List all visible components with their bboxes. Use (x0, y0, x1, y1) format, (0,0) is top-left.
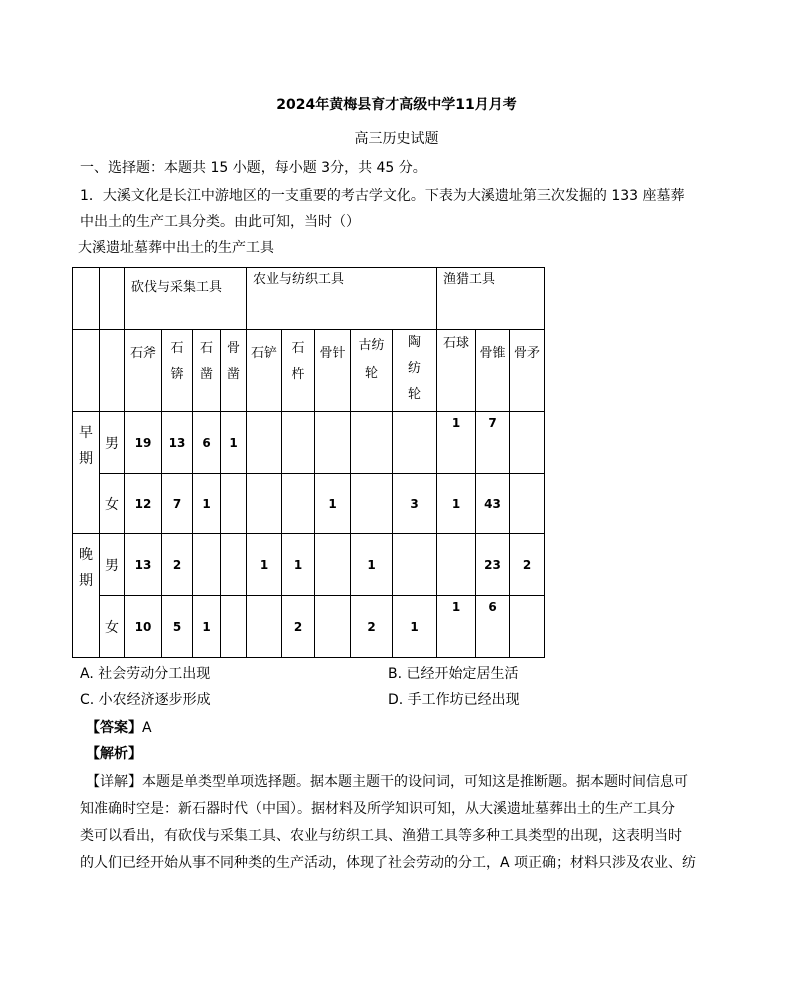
table-cell (221, 474, 247, 534)
table-cell (393, 412, 437, 474)
table-row (73, 596, 545, 658)
detail-line-2: 知准确时空是：新石器时代（中国）。据材料及所学知识可知，从大溪遗址墓葬出土的生产工具分 (80, 801, 675, 817)
table-cell: 12 (125, 474, 162, 534)
table-cell: 2 (162, 534, 193, 596)
sex-label: 女 (100, 596, 125, 658)
section-heading: 一、选择题：本题共 15 小题，每小题 3分，共 45 分。 (80, 160, 427, 176)
detail-line-3: 类可以看出，有砍伐与采集工具、农业与纺织工具、渔猎工具等多种工具类型的出现，这表明当时 (80, 828, 682, 844)
document-subtitle: 高三历史试题 (354, 131, 439, 147)
table-row (73, 412, 545, 474)
answer-line (86, 718, 152, 738)
table-cell: 2 (510, 534, 545, 596)
tool-header: 石凿 (193, 330, 221, 412)
table-caption: 大溪遗址墓葬中出土的生产工具 (78, 240, 274, 256)
table-cell: 6 (193, 412, 221, 474)
table-cell (315, 534, 351, 596)
tool-header: 石斧 (125, 330, 162, 412)
table-cell: 1 (437, 412, 476, 474)
table-cell (193, 534, 221, 596)
sex-label: 女 (100, 474, 125, 534)
table-cell: 1 (193, 596, 221, 658)
table-cell (247, 412, 282, 474)
group-header: 农业与纺织工具 (247, 268, 437, 330)
table-cell (282, 412, 315, 474)
table-row (73, 534, 545, 596)
table-cell: 1 (393, 596, 437, 658)
table-cell: 1 (282, 534, 315, 596)
table-cell (393, 534, 437, 596)
answer-label: 【答案】 (86, 720, 142, 736)
table-cell: 1 (437, 596, 476, 658)
option-d[interactable]: D. 手工作坊已经出现 (388, 692, 520, 708)
table-row (73, 474, 545, 534)
detail-line-1: 【详解】本题是单类型单项选择题。据本题主题干的设问词，可知这是推断题。据本题时间信息可 (86, 774, 688, 790)
tool-header: 骨矛 (510, 330, 545, 412)
question-1-line-2: 中出土的生产工具分类。由此可知，当时（） (80, 214, 360, 230)
option-c[interactable]: C. 小农经济逐步形成 (80, 692, 211, 708)
document-title: 2024年黄梅县育才高级中学11月月考 (276, 97, 517, 113)
table-cell (221, 534, 247, 596)
table-corner (100, 268, 125, 330)
tool-header: 古纺轮 (351, 330, 393, 412)
tool-header: 骨针 (315, 330, 351, 412)
table-cell: 43 (476, 474, 510, 534)
table-cell: 1 (193, 474, 221, 534)
detail-line-4: 的人们已经开始从事不同种类的生产活动，体现了社会劳动的分工，A 项正确；材料只涉及农业、纺 (80, 855, 697, 871)
table-cell (510, 474, 545, 534)
table-cell: 3 (393, 474, 437, 534)
sex-label: 男 (100, 534, 125, 596)
answer-value: A (142, 720, 152, 736)
table-cell (510, 412, 545, 474)
table-cell: 10 (125, 596, 162, 658)
group-header: 砍伐与采集工具 (125, 268, 247, 330)
tool-header: 石铲 (247, 330, 282, 412)
table-cell (247, 596, 282, 658)
tool-header: 石球 (437, 330, 476, 412)
table-cell: 19 (125, 412, 162, 474)
table-cell: 1 (437, 474, 476, 534)
tool-header: 骨凿 (221, 330, 247, 412)
option-a[interactable]: A. 社会劳动分工出现 (80, 666, 211, 682)
table-cell: 1 (221, 412, 247, 474)
tool-header: 陶纺轮 (393, 330, 437, 412)
table-cell: 2 (282, 596, 315, 658)
sex-label: 男 (100, 412, 125, 474)
option-b[interactable]: B. 已经开始定居生活 (388, 666, 519, 682)
table-cell: 1 (351, 534, 393, 596)
table-cell (221, 596, 247, 658)
table-cell: 7 (476, 412, 510, 474)
table-cell (315, 596, 351, 658)
table-cell (247, 474, 282, 534)
table-cell: 1 (315, 474, 351, 534)
tool-header: 骨锥 (476, 330, 510, 412)
table-corner (73, 330, 100, 412)
table-cell: 2 (351, 596, 393, 658)
period-label: 晚期 (73, 534, 100, 658)
table-corner (73, 268, 100, 330)
table-cell (437, 534, 476, 596)
table-corner (100, 330, 125, 412)
table-cell (510, 596, 545, 658)
table-cell (282, 474, 315, 534)
table-cell: 5 (162, 596, 193, 658)
table-cell: 23 (476, 534, 510, 596)
group-header: 渔猎工具 (437, 268, 545, 330)
question-1-line-1: 1．大溪文化是长江中游地区的一支重要的考古学文化。下表为大溪遗址第三次发掘的 133 座墓葬 (80, 188, 685, 204)
table-cell (351, 412, 393, 474)
table-cell: 13 (125, 534, 162, 596)
tool-header: 石锛 (162, 330, 193, 412)
table-cell: 1 (247, 534, 282, 596)
table-cell (315, 412, 351, 474)
tools-table (72, 267, 545, 658)
table-cell: 13 (162, 412, 193, 474)
tool-header: 石杵 (282, 330, 315, 412)
table-cell (351, 474, 393, 534)
analysis-label: 【解析】 (86, 746, 142, 762)
table-cell: 7 (162, 474, 193, 534)
period-label: 早期 (73, 412, 100, 534)
table-cell: 6 (476, 596, 510, 658)
